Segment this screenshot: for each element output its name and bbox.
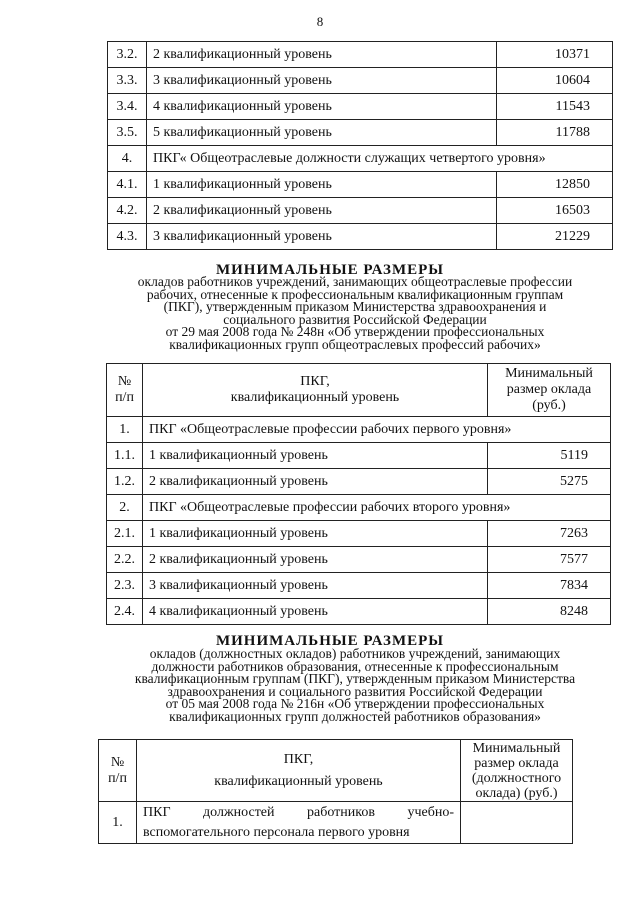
description-line: рабочих, отнесенные к профессиональным квалификационным группам [146, 286, 564, 302]
description-line: социального развития Российской Федерации [223, 311, 487, 327]
description-line: окладов работников учреждений, занимающих общеотраслевые профессии [137, 274, 573, 289]
header-value: Минимальный размер оклада (должностного оклада) (руб.) [461, 740, 573, 802]
header-name-line: квалификационный уровень [230, 390, 400, 405]
header-number: № п/п [99, 740, 137, 802]
row-number: 4.2. [108, 198, 147, 224]
row-name: 4 квалификационный уровень [147, 94, 497, 120]
table-group-row [107, 417, 611, 443]
row-value: 5119 [488, 443, 611, 469]
row-number: 4. [108, 146, 147, 172]
row-name: ПКГ« Общеотраслевые должности служащих четвертого уровня» [147, 146, 613, 172]
row-number: 3.3. [108, 68, 147, 94]
row-number: 2. [107, 495, 143, 521]
header-name [137, 740, 461, 802]
table-row [108, 198, 613, 224]
table-group-row [108, 146, 613, 172]
salary-table-education [98, 739, 573, 844]
row-value: 5275 [488, 469, 611, 495]
table-row [107, 521, 611, 547]
row-value: 12850 [497, 172, 613, 198]
row-name: 3 квалификационный уровень [143, 573, 488, 599]
section-title: МИНИМАЛЬНЫЕ РАЗМЕРЫ [215, 633, 445, 649]
row-value: 21229 [497, 224, 613, 250]
row-value: 7263 [488, 521, 611, 547]
table-row [108, 68, 613, 94]
row-value: 11543 [497, 94, 613, 120]
row-name: 1 квалификационный уровень [147, 172, 497, 198]
description-line: от 29 мая 2008 года № 248н «Об утверждении профессиональных [165, 324, 545, 339]
table-group-row [107, 495, 611, 521]
description-line: окладов (должностных окладов) работников учреждений, занимающих [149, 646, 561, 661]
table-row [107, 469, 611, 495]
table-row [107, 547, 611, 573]
row-number: 2.2. [107, 547, 143, 573]
row-name: ПКГ «Общеотраслевые профессии рабочих первого уровня» [143, 417, 611, 443]
row-value: 10604 [497, 68, 613, 94]
header-name-line: квалификационный уровень [214, 773, 383, 789]
row-value: 7834 [488, 573, 611, 599]
row-number: 4.3. [108, 224, 147, 250]
description-line: квалификационным группам (ПКГ), утвержденным приказом Министерства [134, 671, 576, 686]
header-name [143, 364, 488, 417]
row-value: 8248 [488, 599, 611, 625]
description-line: (ПКГ), утвержденным приказом Министерства здравоохранения и [163, 299, 547, 314]
header-name-line: ПКГ, [283, 751, 314, 767]
row-name: 2 квалификационный уровень [143, 469, 488, 495]
row-number: 1. [99, 802, 137, 844]
row-name: 3 квалификационный уровень [147, 224, 497, 250]
description-line: квалификационных групп должностей работников образования» [169, 708, 541, 724]
section-title: МИНИМАЛЬНЫЕ РАЗМЕРЫ [215, 262, 445, 278]
row-value: 7577 [488, 547, 611, 573]
salary-table-workers [106, 363, 611, 625]
row-number: 1.2. [107, 469, 143, 495]
salary-table-continuation [107, 41, 613, 250]
row-value [461, 802, 573, 844]
table-row [107, 599, 611, 625]
row-number: 2.1. [107, 521, 143, 547]
table-row [108, 94, 613, 120]
table-row [108, 42, 613, 68]
description-line: должности работников образования, отнесенные к профессиональным [151, 658, 559, 674]
row-number: 1.1. [107, 443, 143, 469]
table-row [108, 224, 613, 250]
row-number: 4.1. [108, 172, 147, 198]
row-number: 3.2. [108, 42, 147, 68]
table-header-row [107, 364, 611, 417]
row-number: 3.4. [108, 94, 147, 120]
row-value: 16503 [497, 198, 613, 224]
description-line: квалификационных групп общеотраслевых профессий рабочих» [169, 336, 541, 352]
header-name-line: ПКГ, [300, 374, 330, 389]
row-name: 4 квалификационный уровень [143, 599, 488, 625]
table-row [108, 120, 613, 146]
description-line: от 05 мая 2008 года № 216н «Об утверждении профессиональных [165, 696, 545, 711]
row-number: 3.5. [108, 120, 147, 146]
section-description [95, 648, 615, 723]
row-name: 2 квалификационный уровень [147, 42, 497, 68]
row-name [137, 802, 461, 844]
row-value: 10371 [497, 42, 613, 68]
row-name: 1 квалификационный уровень [143, 443, 488, 469]
row-name: 2 квалификационный уровень [143, 547, 488, 573]
row-name: 2 квалификационный уровень [147, 198, 497, 224]
row-name-line: ПКГ должностей работников учебно- [143, 804, 454, 820]
row-number: 2.4. [107, 599, 143, 625]
row-name: ПКГ «Общеотраслевые профессии рабочих второго уровня» [143, 495, 611, 521]
row-number: 1. [107, 417, 143, 443]
table-header-row [99, 740, 573, 802]
page-number: 8 [316, 14, 324, 29]
row-name-line: вспомогательного персонала первого уровня [143, 824, 410, 840]
section-description [95, 276, 615, 351]
row-name: 5 квалификационный уровень [147, 120, 497, 146]
table-row [108, 172, 613, 198]
table-group-row [99, 802, 573, 844]
table-row [107, 573, 611, 599]
row-name: 1 квалификационный уровень [143, 521, 488, 547]
row-number: 2.3. [107, 573, 143, 599]
row-value: 11788 [497, 120, 613, 146]
header-value: Минимальный размер оклада (руб.) [488, 364, 611, 417]
table-row [107, 443, 611, 469]
description-line: здравоохранения и социального развития Российской Федерации [167, 683, 543, 699]
header-number: № п/п [107, 364, 143, 417]
row-name: 3 квалификационный уровень [147, 68, 497, 94]
